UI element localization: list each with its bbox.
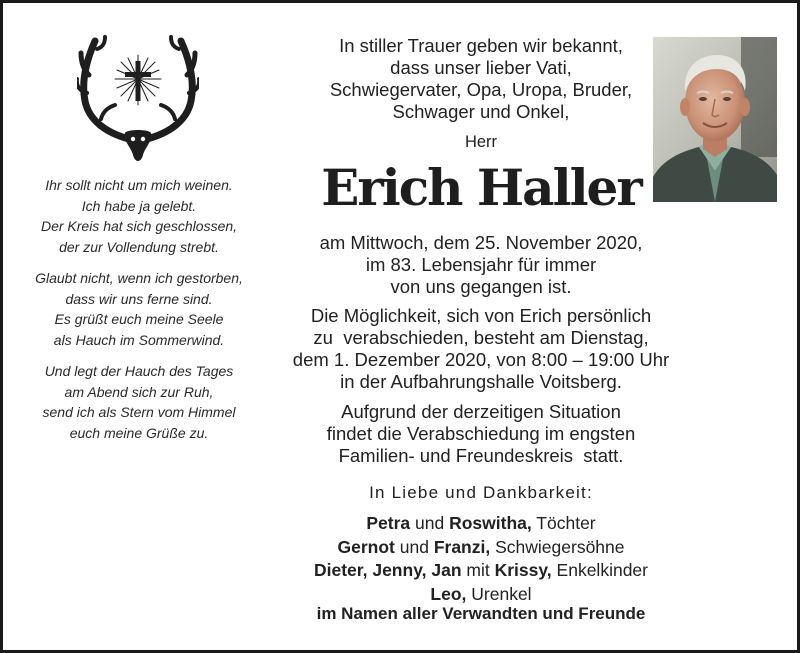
antlers-cross-icon bbox=[77, 33, 199, 169]
announcement-line: Schwiegervater, Opa, Uropa, Bruder, bbox=[329, 79, 633, 100]
poem-line: der zur Vollendung strebt. bbox=[59, 238, 219, 255]
poem-line: Ich habe ja gelebt. bbox=[81, 197, 197, 214]
farewell-info bbox=[261, 305, 701, 393]
family-conj: und bbox=[415, 513, 445, 533]
family-name: Petra bbox=[366, 513, 411, 533]
family-name: Roswitha, bbox=[449, 513, 532, 533]
family-conj: und bbox=[399, 536, 429, 557]
family-name: Leo, bbox=[430, 583, 467, 604]
closing-line: im Namen aller Verwandten und Freunde bbox=[316, 604, 646, 623]
poem-line: euch meine Grüße zu. bbox=[69, 424, 209, 441]
family-row bbox=[261, 559, 701, 583]
family-role: Urenkel bbox=[471, 583, 532, 604]
poem-line: Der Kreis hat sich geschlossen, bbox=[40, 218, 238, 234]
family-list bbox=[261, 512, 701, 606]
situation-line: findet die Verabschiedung im engsten bbox=[326, 423, 636, 444]
death-line: am Mittwoch, dem 25. November 2020, bbox=[319, 232, 643, 253]
announcement-line: dass unser lieber Vati, bbox=[390, 57, 572, 78]
farewell-line: in der Aufbahrungshalle Voitsberg. bbox=[340, 371, 622, 392]
farewell-line: Die Möglichkeit, sich von Erich persönlich bbox=[310, 305, 652, 326]
situation-info bbox=[261, 401, 701, 467]
portrait-image bbox=[653, 37, 777, 202]
family-role: Töchter bbox=[536, 513, 596, 533]
family-conj: mit bbox=[466, 560, 490, 580]
poem-line: als Hauch im Sommerwind. bbox=[53, 331, 225, 348]
death-line: von uns gegangen ist. bbox=[390, 276, 572, 297]
farewell-line: dem 1. Dezember 2020, von 8:00 – 19:00 Uhr bbox=[292, 349, 670, 370]
poem-line: am Abend sich zur Ruh, bbox=[64, 383, 214, 400]
family-name: Franzi, bbox=[433, 536, 491, 557]
family-role: Schwiegersöhne bbox=[495, 536, 625, 557]
honorific: Herr bbox=[464, 133, 498, 151]
farewell-line: zu verabschieden, besteht am Dienstag, bbox=[313, 327, 649, 348]
situation-line: Aufgrund der derzeitigen Situation bbox=[341, 401, 621, 422]
announcement-line: Schwager und Onkel, bbox=[392, 101, 570, 122]
family-row bbox=[261, 512, 701, 536]
poem-stanza bbox=[23, 361, 255, 443]
portrait-photo bbox=[653, 37, 777, 202]
family-name: Dieter, Jenny, Jan bbox=[313, 560, 462, 580]
situation-line: Familien- und Freundeskreis statt. bbox=[338, 445, 624, 466]
death-line: im 83. Lebensjahr für immer bbox=[365, 254, 597, 275]
poem-stanza bbox=[23, 268, 255, 350]
announcement-line: In stiller Trauer geben wir bekannt, bbox=[339, 35, 623, 56]
poem-line: Glaubt nicht, wenn ich gestorben, bbox=[35, 270, 243, 286]
thanks-heading: In Liebe und Dankbarkeit: bbox=[369, 483, 593, 502]
family-name: Gernot bbox=[337, 536, 395, 557]
poem-line: dass wir uns ferne sind. bbox=[65, 290, 213, 307]
family-row bbox=[261, 536, 701, 560]
poem-line: send ich als Stern vom Himmel bbox=[42, 404, 236, 420]
family-row bbox=[261, 583, 701, 607]
family-role: Enkelkinder bbox=[556, 560, 648, 580]
death-info bbox=[261, 232, 701, 298]
poem-line: Und legt der Hauch des Tages bbox=[44, 363, 234, 379]
poem-stanza bbox=[23, 175, 255, 257]
poem-line: Es grüßt euch meine Seele bbox=[54, 311, 224, 327]
poem bbox=[23, 175, 255, 454]
poem-line: Ihr sollt nicht um mich weinen. bbox=[45, 177, 233, 193]
deceased-name: Erich Haller bbox=[321, 158, 641, 217]
family-name: Krissy, bbox=[494, 560, 552, 580]
announcement bbox=[321, 35, 641, 123]
